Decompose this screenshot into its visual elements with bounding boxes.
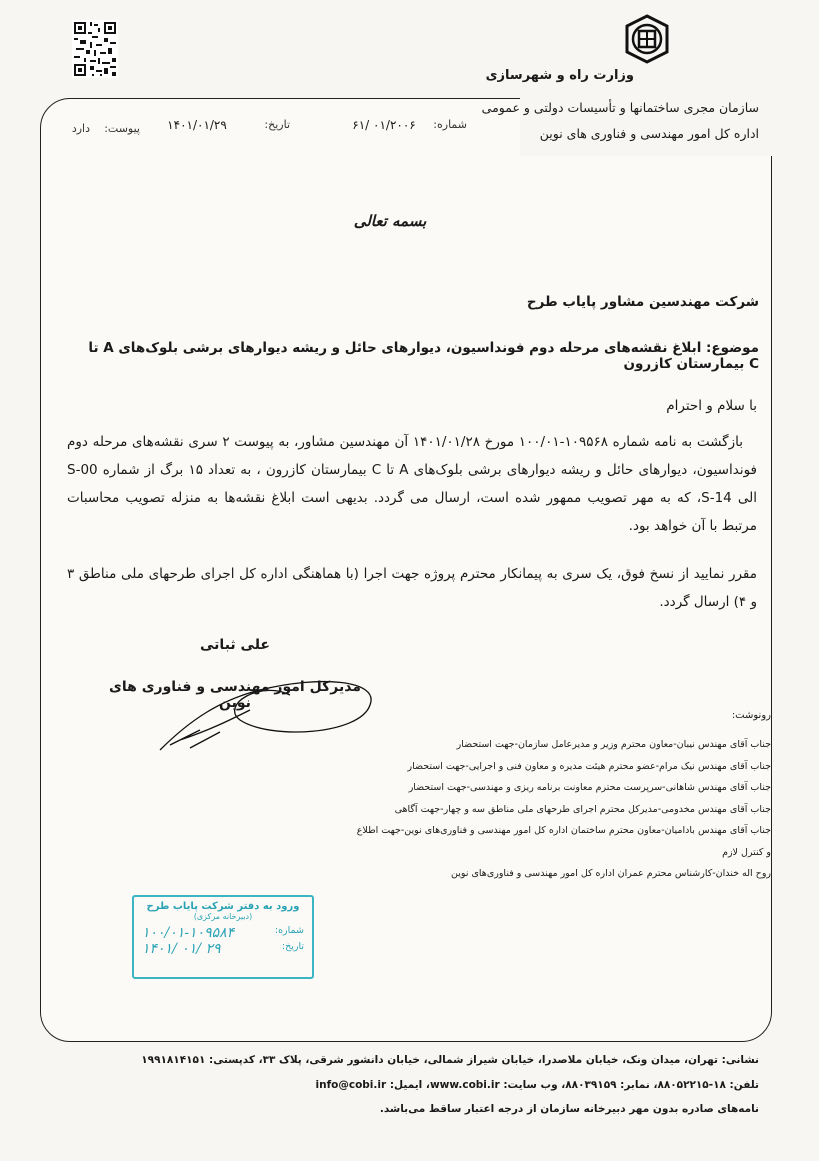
- date-label: تاریخ:: [264, 118, 290, 131]
- subject: موضوع: ابلاغ نقشه‌های مرحله دوم فونداسیون، دیوارهای حائل و ریشه دیوارهای برشی بلوک‌های A تا C بیمارستان کازرون: [88, 340, 759, 372]
- copies-label: رونوشت:: [731, 710, 771, 721]
- stamp-number: ۱۰۰/۰۱-۱۰۹۵۸۴: [142, 925, 235, 941]
- footer-notice: نامه‌های صادره بدون مهر دبیرخانه سازمان از درجه اعتبار ساقط می‌باشد.: [379, 1103, 759, 1115]
- copy-item: جناب آقای مهندس نیک مرام-عضو محترم هیئت مدیره و معاون فنی و اجرایی-جهت استحضار: [407, 760, 771, 772]
- copy-item: جناب آقای مهندس مخدومی-مدیرکل محترم اجرای طرحهای ملی مناطق سه و چهار-جهت آگاهی: [394, 803, 771, 815]
- copy-item: جناب آقای مهندس نیبان-معاون محترم وزیر و مدیرعامل سازمان-جهت استحضار: [456, 739, 771, 750]
- stamp-date: ۱۴۰۱/ ۰۱/ ۲۹: [142, 941, 221, 957]
- header-cutout: [520, 86, 775, 156]
- attachment-label: پیوست:: [104, 122, 140, 135]
- signatory-name: علی ثباتی: [200, 637, 270, 653]
- ministry-logo-icon: [623, 14, 671, 64]
- signatory-title: مدیرکل امور مهندسی و فناوری های نوین: [109, 679, 361, 711]
- ministry-name: وزارت راه و شهرسازی: [485, 68, 634, 83]
- copy-item: روح اله خندان-کارشناس محترم عمران اداره کل امور مهندسی و فناوری‌های نوین: [451, 868, 771, 879]
- stamp-number-label: شماره:: [274, 925, 304, 936]
- footer-address: نشانی: تهران، میدان ونک، خیابان ملاصدرا، خیابان شیراز شمالی، خیابان دانشور شرقی، پلاک ۳۳، کدپستی: ۱۹۹۱۸۱۴۱۵۱: [141, 1054, 759, 1066]
- qr-code-icon: [72, 20, 118, 78]
- copy-item: جناب آقای مهندس بادامیان-معاون محترم ساختمان اداره کل امور مهندسی و فناوری‌های نوین-جهت اطلاع و کنترل لازم: [356, 825, 771, 858]
- greeting: با سلام و احترام: [666, 398, 757, 414]
- stamp-date-label: تاریخ:: [281, 941, 304, 952]
- letter-date: ۱۴۰۱/۰۱/۲۹: [167, 118, 227, 132]
- body-paragraph-1: بازگشت به نامه شماره ۱۰۹۵۶۸-۱۰۰/۰۱ مورخ ۱۴۰۱/۰۱/۲۸ آن مهندسین مشاور، به پیوست ۲ سری نقشه‌های مرحله دوم فونداسیون، دیوارهای حائل و ریشه دیوارهای برشی بلوک‌های A تا C بیمارستان کازرون ، به تعداد ۱۵ برگ از شماره S-00 الی S-14، که به مهر تصویب ممهور شده است، ارسال می گردد. بدیهی است ابلاغ نقشه‌ها به منزله تصویب محاسبات مرتبط با آن خواهد بود.: [67, 434, 758, 534]
- organization-name: سازمان مجری ساختمانها و تأسیسات دولتی و عمومی: [481, 100, 759, 115]
- footer-contact: تلفن: ۱۸-۸۸۰۵۲۲۱۵، نمابر: ۸۸۰۳۹۱۵۹، وب سایت: www.cobi.ir، ایمیل: info@cobi.ir: [315, 1079, 759, 1091]
- receipt-stamp: [132, 895, 314, 979]
- basmala: بسمه تعالی: [353, 212, 427, 230]
- department-name: اداره کل امور مهندسی و فناوری های نوین: [539, 126, 759, 141]
- attachment-value: دارد: [71, 122, 90, 135]
- copy-item: جناب آقای مهندس شاهانی-سرپرست محترم معاونت برنامه ریزی و مهندسی-جهت استحضار: [408, 782, 771, 793]
- recipient: شرکت مهندسین مشاور پایاب طرح: [526, 294, 759, 310]
- stamp-title: ورود به دفتر شرکت پایاب طرح: [146, 901, 300, 912]
- stamp-subtitle: (دبیرخانه مرکزی): [193, 912, 253, 921]
- number-label: شماره:: [433, 118, 467, 131]
- letter-number: ۶۱/ ۰۱/۲۰۰۶: [352, 118, 416, 132]
- copies-list: [351, 734, 771, 885]
- body-paragraph-2: مقرر نمایید از نسخ فوق، یک سری به پیمانکار محترم پروژه جهت اجرا (با هماهنگی اداره کل اجرای طرحهای ملی مناطق ۳ و ۴) ارسال گردد.: [67, 566, 757, 610]
